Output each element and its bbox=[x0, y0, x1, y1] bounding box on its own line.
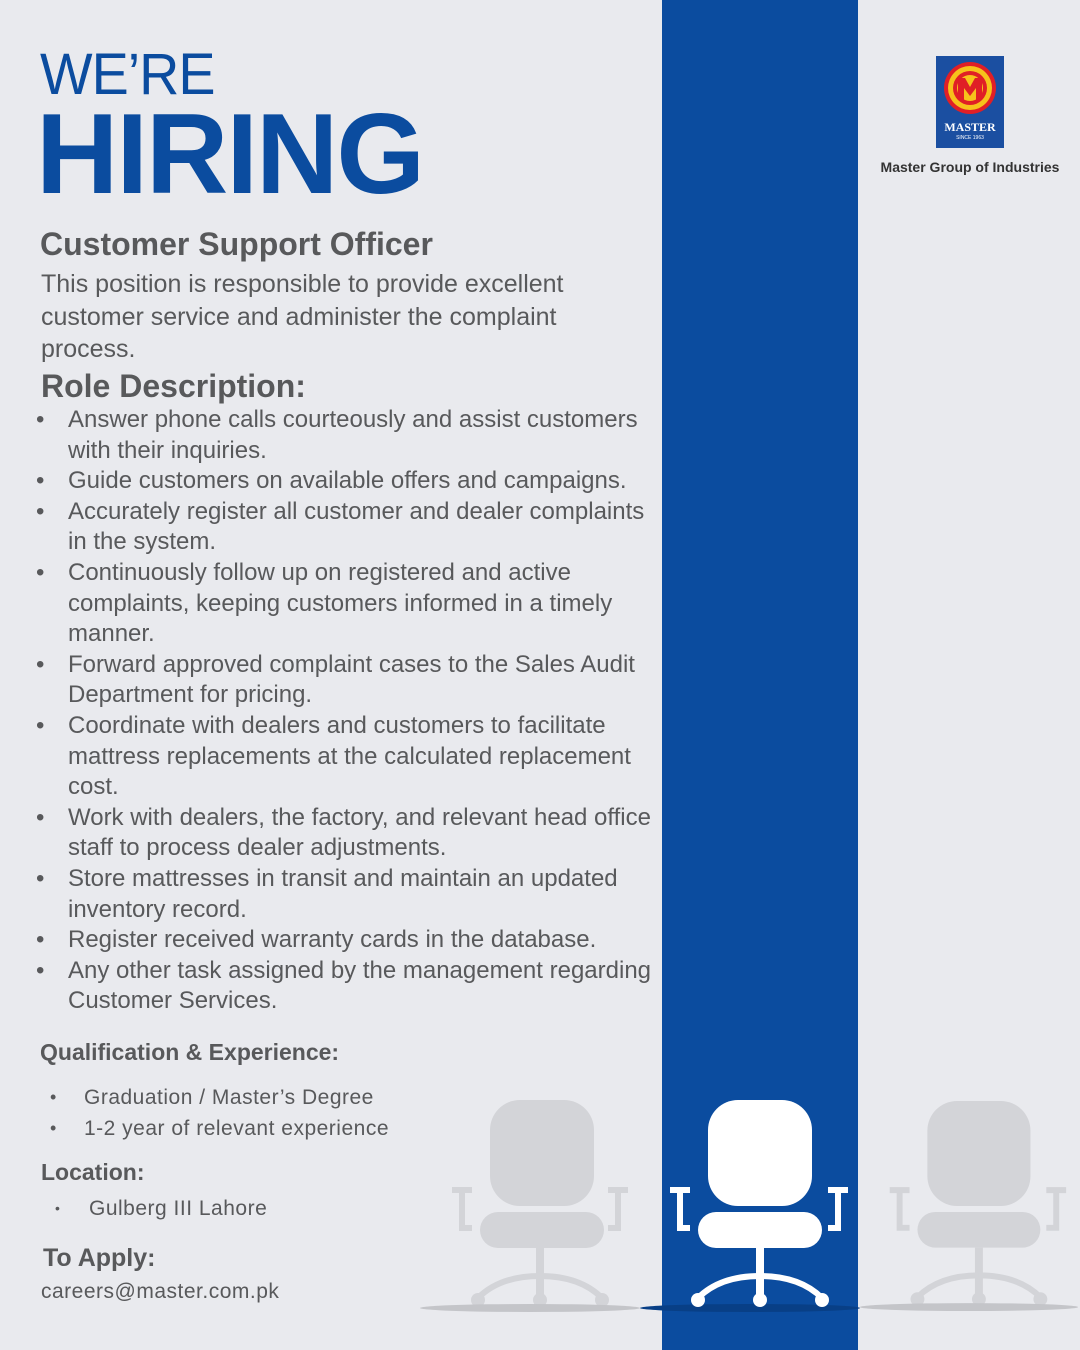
role-item: • Accurately register all customer and dealer complaints in the system. bbox=[36, 497, 656, 558]
office-chair-icon bbox=[638, 1090, 862, 1320]
role-item: • Work with dealers, the factory, and relevant head office staff to process dealer adjustments. bbox=[36, 803, 656, 864]
company-name: Master Group of Industries bbox=[880, 159, 1060, 175]
role-item: • Coordinate with dealers and customers to facilitate mattress replacements at the calculated replacement cost. bbox=[36, 711, 656, 803]
role-heading: Role Description: bbox=[41, 368, 306, 404]
job-title: Customer Support Officer bbox=[40, 226, 433, 262]
qualification-item: • 1-2 year of relevant experience bbox=[50, 1113, 389, 1144]
were-heading: WE’RE bbox=[40, 42, 215, 107]
location-list bbox=[55, 1193, 267, 1224]
role-item: • Register received warranty cards in the database. bbox=[36, 925, 656, 956]
logo-wordmark: MASTER bbox=[944, 120, 996, 134]
location-heading: Location: bbox=[41, 1159, 145, 1185]
role-item: • Answer phone calls courteously and assist customers with their inquiries. bbox=[36, 405, 656, 466]
qualification-list bbox=[50, 1082, 389, 1144]
apply-heading: To Apply: bbox=[43, 1244, 156, 1272]
role-item: • Guide customers on available offers and campaigns. bbox=[36, 466, 656, 497]
location-item: • Gulberg III Lahore bbox=[55, 1193, 267, 1224]
role-item: • Store mattresses in transit and maintain an updated inventory record. bbox=[36, 864, 656, 925]
apply-email-link[interactable]: careers@master.com.pk bbox=[41, 1280, 280, 1303]
job-intro: This position is responsible to provide excellent customer service and administer the complaint process. bbox=[41, 270, 564, 363]
role-list bbox=[36, 405, 656, 1017]
role-item: • Any other task assigned by the management regarding Customer Services. bbox=[36, 956, 656, 1017]
company-logo bbox=[862, 56, 1078, 175]
master-logo-icon bbox=[936, 56, 1004, 148]
office-chair-icon bbox=[858, 1090, 1080, 1320]
role-item: • Forward approved complaint cases to the Sales Audit Department for pricing. bbox=[36, 650, 656, 711]
office-chair-icon bbox=[418, 1090, 642, 1320]
hiring-heading: HIRING bbox=[36, 91, 423, 218]
qualification-heading: Qualification & Experience: bbox=[40, 1039, 340, 1065]
logo-since: SINCE 1963 bbox=[956, 135, 984, 141]
qualification-item: • Graduation / Master’s Degree bbox=[50, 1082, 389, 1113]
role-item: • Continuously follow up on registered and active complaints, keeping customers informed in a timely manner. bbox=[36, 558, 656, 650]
